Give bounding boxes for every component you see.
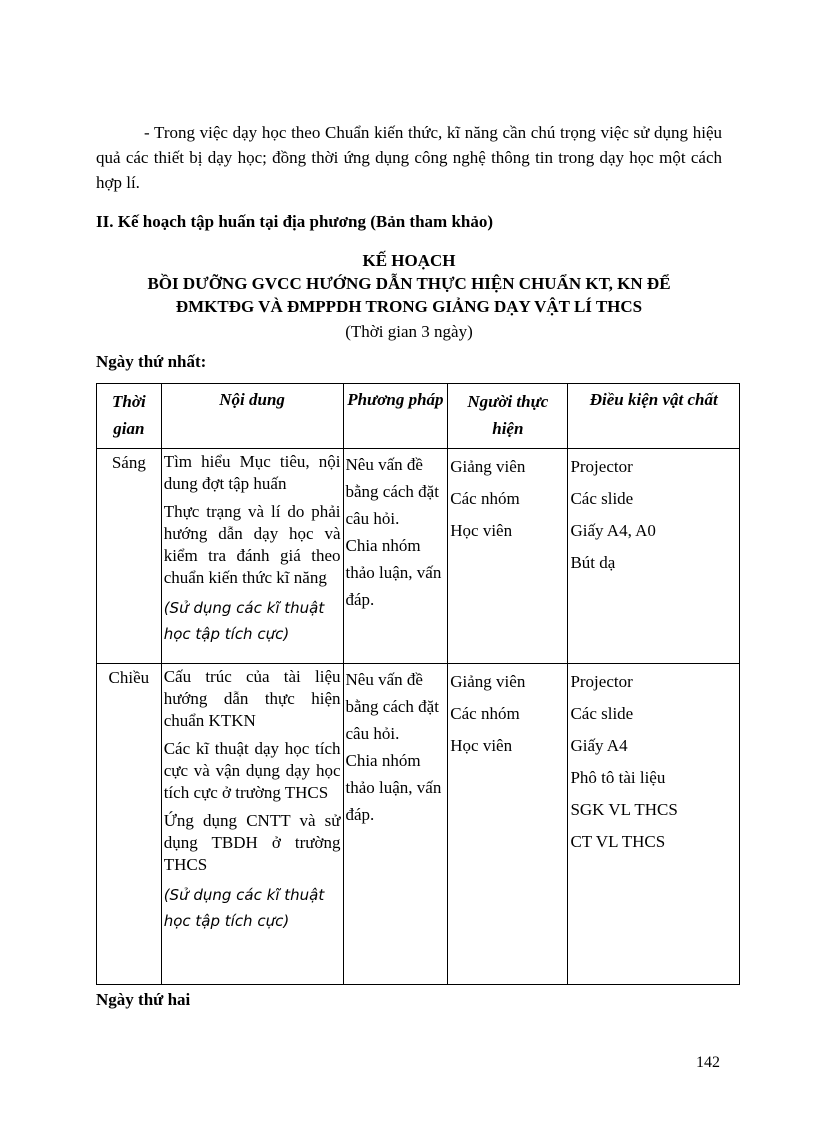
day1-heading: Ngày thứ nhất: xyxy=(96,352,207,371)
method-line: đáp. xyxy=(345,805,375,824)
section-heading: II. Kế hoạch tập huấn tại địa phương (Bản tham khảo) xyxy=(96,212,494,231)
content-item: Ứng dụng CNTT và sử dụng TBDH ở trường THCS xyxy=(163,811,341,874)
method-line: Nêu vấn đề xyxy=(345,455,423,474)
header-person-line2: hiện xyxy=(492,419,524,438)
person-line: Học viên xyxy=(450,736,513,755)
note-line: (Sử dụng các kĩ thuật xyxy=(163,599,325,617)
header-method: Phương pháp xyxy=(343,384,448,449)
table-row xyxy=(97,664,740,985)
note-line: học tập tích cực) xyxy=(163,625,290,643)
header-time xyxy=(97,384,162,449)
method-line: câu hỏi. xyxy=(345,724,400,743)
condition-line: Bút dạ xyxy=(570,553,616,572)
content-note xyxy=(164,595,341,647)
condition-line: Projector xyxy=(570,672,633,691)
person-line: Học viên xyxy=(450,521,513,540)
condition-line: Giấy A4, A0 xyxy=(570,521,656,540)
method-line: bằng cách đặt xyxy=(345,482,439,501)
content-cell xyxy=(161,664,343,985)
method-line: Chia nhóm xyxy=(345,536,421,555)
header-content: Nội dung xyxy=(161,384,343,449)
method-line: câu hỏi. xyxy=(345,509,400,528)
method-line: thảo luận, vấn xyxy=(345,563,442,582)
plan-subtitle: (Thời gian 3 ngày) xyxy=(345,322,473,341)
table-row xyxy=(97,449,740,664)
condition-line: Các slide xyxy=(570,489,634,508)
conditions-cell xyxy=(568,664,740,985)
content-item: Các kĩ thuật dạy học tích cực và vận dụng dạy học tích cực ở trường THCS xyxy=(163,739,341,802)
content-item: Thực trạng và lí do phải hướng dẫn dạy học và kiểm tra đánh giá theo chuẩn kiến thức kĩ năng xyxy=(163,502,341,587)
time-cell: Sáng xyxy=(97,449,162,664)
conditions-cell xyxy=(568,449,740,664)
method-cell xyxy=(343,664,448,985)
condition-line: SGK VL THCS xyxy=(570,800,678,819)
person-line: Các nhóm xyxy=(450,704,520,723)
page-number: 142 xyxy=(696,1054,720,1071)
content-item: Cấu trúc của tài liệu hướng dẫn thực hiện chuẩn KTKN xyxy=(163,667,341,730)
person-line: Giảng viên xyxy=(450,457,526,476)
person-line: Các nhóm xyxy=(450,489,520,508)
schedule-table xyxy=(96,383,740,985)
method-line: Nêu vấn đề xyxy=(345,670,423,689)
condition-line: Các slide xyxy=(570,704,634,723)
condition-line: CT VL THCS xyxy=(570,832,666,851)
plan-title-line1: KẾ HOẠCH xyxy=(362,251,456,270)
method-cell xyxy=(343,449,448,664)
note-line: (Sử dụng các kĩ thuật xyxy=(163,886,325,904)
method-line: Chia nhóm xyxy=(345,751,421,770)
header-person-line1: Người thực xyxy=(467,392,549,411)
content-item: Tìm hiểu Mục tiêu, nội dung đợt tập huấn xyxy=(163,452,341,493)
plan-title xyxy=(96,249,722,318)
method-line: đáp. xyxy=(345,590,375,609)
plan-title-line2: BỒI DƯỠNG GVCC HƯỚNG DẪN THỰC HIỆN CHUẨN KT, KN ĐỂ xyxy=(147,274,671,293)
time-cell: Chiều xyxy=(97,664,162,985)
note-line: học tập tích cực) xyxy=(163,912,290,930)
plan-title-line3: ĐMKTĐG VÀ ĐMPPDH TRONG GIẢNG DẠY VẬT LÍ THCS xyxy=(175,297,643,316)
day2-heading: Ngày thứ hai xyxy=(96,990,191,1009)
condition-line: Phô tô tài liệu xyxy=(570,768,666,787)
person-cell xyxy=(448,449,568,664)
header-conditions: Điều kiện vật chất xyxy=(568,384,740,449)
table-header-row xyxy=(97,384,740,449)
content-cell xyxy=(161,449,343,664)
method-line: thảo luận, vấn xyxy=(345,778,442,797)
intro-paragraph: - Trong việc dạy học theo Chuẩn kiến thức, kĩ năng cần chú trọng việc sử dụng hiệu quả các thiết bị dạy học; đồng thời ứng dụng công nghệ thông tin trong dạy học một cách hợp lí. xyxy=(96,123,722,192)
condition-line: Giấy A4 xyxy=(570,736,628,755)
method-line: bằng cách đặt xyxy=(345,697,439,716)
condition-line: Projector xyxy=(570,457,633,476)
content-note xyxy=(164,882,341,934)
header-person xyxy=(448,384,568,449)
header-time-line1: Thời xyxy=(112,392,146,411)
person-line: Giảng viên xyxy=(450,672,526,691)
person-cell xyxy=(448,664,568,985)
header-time-line2: gian xyxy=(113,419,145,438)
